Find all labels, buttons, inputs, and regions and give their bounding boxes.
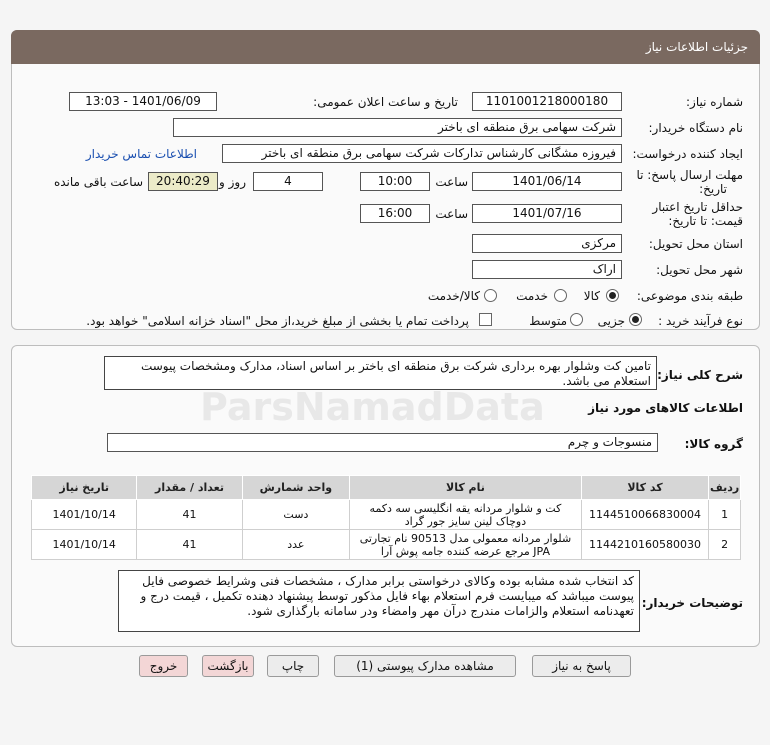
category-label: طبقه بندی موضوعی: (636, 289, 743, 303)
col-row: ردیف (709, 476, 741, 500)
deadline-date-field[interactable]: 1401/06/14 (472, 172, 622, 191)
deadline-label-2: تاریخ: (699, 182, 727, 196)
creator-label: ایجاد کننده درخواست: (632, 147, 743, 161)
exit-button[interactable]: خروج (139, 655, 188, 677)
cell-row: 2 (709, 530, 741, 560)
col-unit: واحد شمارش (242, 476, 349, 500)
deadline-time-label: ساعت (435, 175, 468, 189)
process-radio-minor[interactable] (629, 313, 642, 326)
table-row[interactable] (32, 500, 741, 530)
col-name: نام کالا (350, 476, 582, 500)
creator-field[interactable]: فیروزه مشگانی کارشناس تدارکات شرکت سهامی برق منطقه ای باختر (222, 144, 622, 163)
print-button[interactable]: چاپ (267, 655, 319, 677)
cell-name: کت و شلوار مردانه یقه انگلیسی سه دکمه دوچاک لینن سایز جور گراد (350, 500, 582, 530)
group-field[interactable]: منسوجات و چرم (107, 433, 658, 452)
category-option-service: خدمت (516, 289, 548, 303)
summary-text: تامین کت وشلوار بهره برداری شرکت برق منطقه ای باختر بر اساس اسناد، مدارک ومشخصات پیوست استعلام می باشد. (104, 356, 657, 390)
remaining-time-field: 20:40:29 (148, 172, 218, 191)
cell-code: 1144510066830004 (581, 500, 708, 530)
cell-name: شلوار مردانه معمولی مدل 90513 نام تجارتی JPA مرجع عرضه کننده جامه پوش آرا (350, 530, 582, 560)
announce-datetime-field[interactable]: 1401/06/09 - 13:03 (69, 92, 217, 111)
city-field[interactable]: اراک (472, 260, 622, 279)
cell-qty: 41 (137, 530, 242, 560)
remaining-time-label: ساعت باقی مانده (53, 175, 143, 189)
category-radio-goods-service[interactable] (484, 289, 497, 302)
back-button[interactable]: بازگشت (202, 655, 254, 677)
need-number-label: شماره نیاز: (686, 95, 743, 109)
process-option-medium: متوسط (529, 314, 567, 328)
process-radio-medium[interactable] (570, 313, 583, 326)
days-remaining-field[interactable]: 4 (253, 172, 323, 191)
deadline-label: مهلت ارسال پاسخ: تا (636, 168, 743, 182)
items-table (31, 475, 741, 560)
group-label: گروه کالا: (684, 437, 743, 451)
need-number-field[interactable]: 1101001218000180 (472, 92, 622, 111)
days-label: روز و (219, 175, 246, 189)
category-option-goods: کالا (583, 289, 600, 303)
validity-time-label: ساعت (435, 207, 468, 221)
buyer-org-label: نام دستگاه خریدار: (648, 121, 743, 135)
buyer-notes-text: کد انتخاب شده مشابه بوده وکالای درخواستی برابر مدارک ، مشخصات فنی وشرایط خصوصی فایل پیوست میباشد که میبایست فرم استعلام بهاء فایل مذکور توسط پیشنهاد دهنده تکمیل ، قیمت درج و تعهدنامه استعلام والزامات مندرج درآن مهر وامضاء ودر سامانه بارگذاری شود. (118, 570, 640, 632)
process-option-minor: جزیی (597, 314, 625, 328)
items-heading: اطلاعات کالاهای مورد نیاز (588, 401, 743, 415)
cell-unit: دست (242, 500, 349, 530)
validity-date-field[interactable]: 1401/07/16 (472, 204, 622, 223)
validity-time-field[interactable]: 16:00 (360, 204, 430, 223)
province-field[interactable]: مرکزی (472, 234, 622, 253)
cell-date: 1401/10/14 (32, 500, 137, 530)
category-option-goods-service: کالا/خدمت (427, 289, 480, 303)
table-header-row (32, 476, 741, 500)
page-title: جزئیات اطلاعات نیاز (11, 30, 760, 64)
summary-label: شرح کلی نیاز: (657, 368, 743, 382)
buyer-contact-link[interactable]: اطلاعات تماس خریدار (85, 147, 197, 161)
reply-button[interactable]: پاسخ به نیاز (532, 655, 631, 677)
table-row[interactable] (32, 530, 741, 560)
category-radio-service[interactable] (554, 289, 567, 302)
province-label: استان محل تحویل: (648, 237, 743, 251)
cell-date: 1401/10/14 (32, 530, 137, 560)
buyer-org-field[interactable]: شرکت سهامی برق منطقه ای باختر (173, 118, 622, 137)
category-radio-goods[interactable] (606, 289, 619, 302)
col-code: کد کالا (581, 476, 708, 500)
treasury-payment-checkbox[interactable] (479, 313, 492, 326)
treasury-payment-note: پرداخت تمام یا بخشی از مبلغ خرید،از محل "اسناد خزانه اسلامی" خواهد بود. (86, 314, 469, 328)
process-label: نوع فرآیند خرید : (658, 314, 743, 328)
cell-row: 1 (709, 500, 741, 530)
cell-qty: 41 (137, 500, 242, 530)
buyer-notes-label: توضیحات خریدار: (641, 596, 743, 610)
view-attachments-button[interactable]: مشاهده مدارک پیوستی (1) (334, 655, 516, 677)
announce-label: تاریخ و ساعت اعلان عمومی: (313, 95, 458, 109)
validity-label-2: قیمت: تا تاریخ: (668, 214, 743, 228)
validity-label: حداقل تاریخ اعتبار (652, 200, 743, 214)
city-label: شهر محل تحویل: (656, 263, 743, 277)
deadline-time-field[interactable]: 10:00 (360, 172, 430, 191)
col-date: تاریخ نیاز (32, 476, 137, 500)
col-qty: تعداد / مقدار (137, 476, 242, 500)
cell-code: 1144210160580030 (581, 530, 708, 560)
cell-unit: عدد (242, 530, 349, 560)
